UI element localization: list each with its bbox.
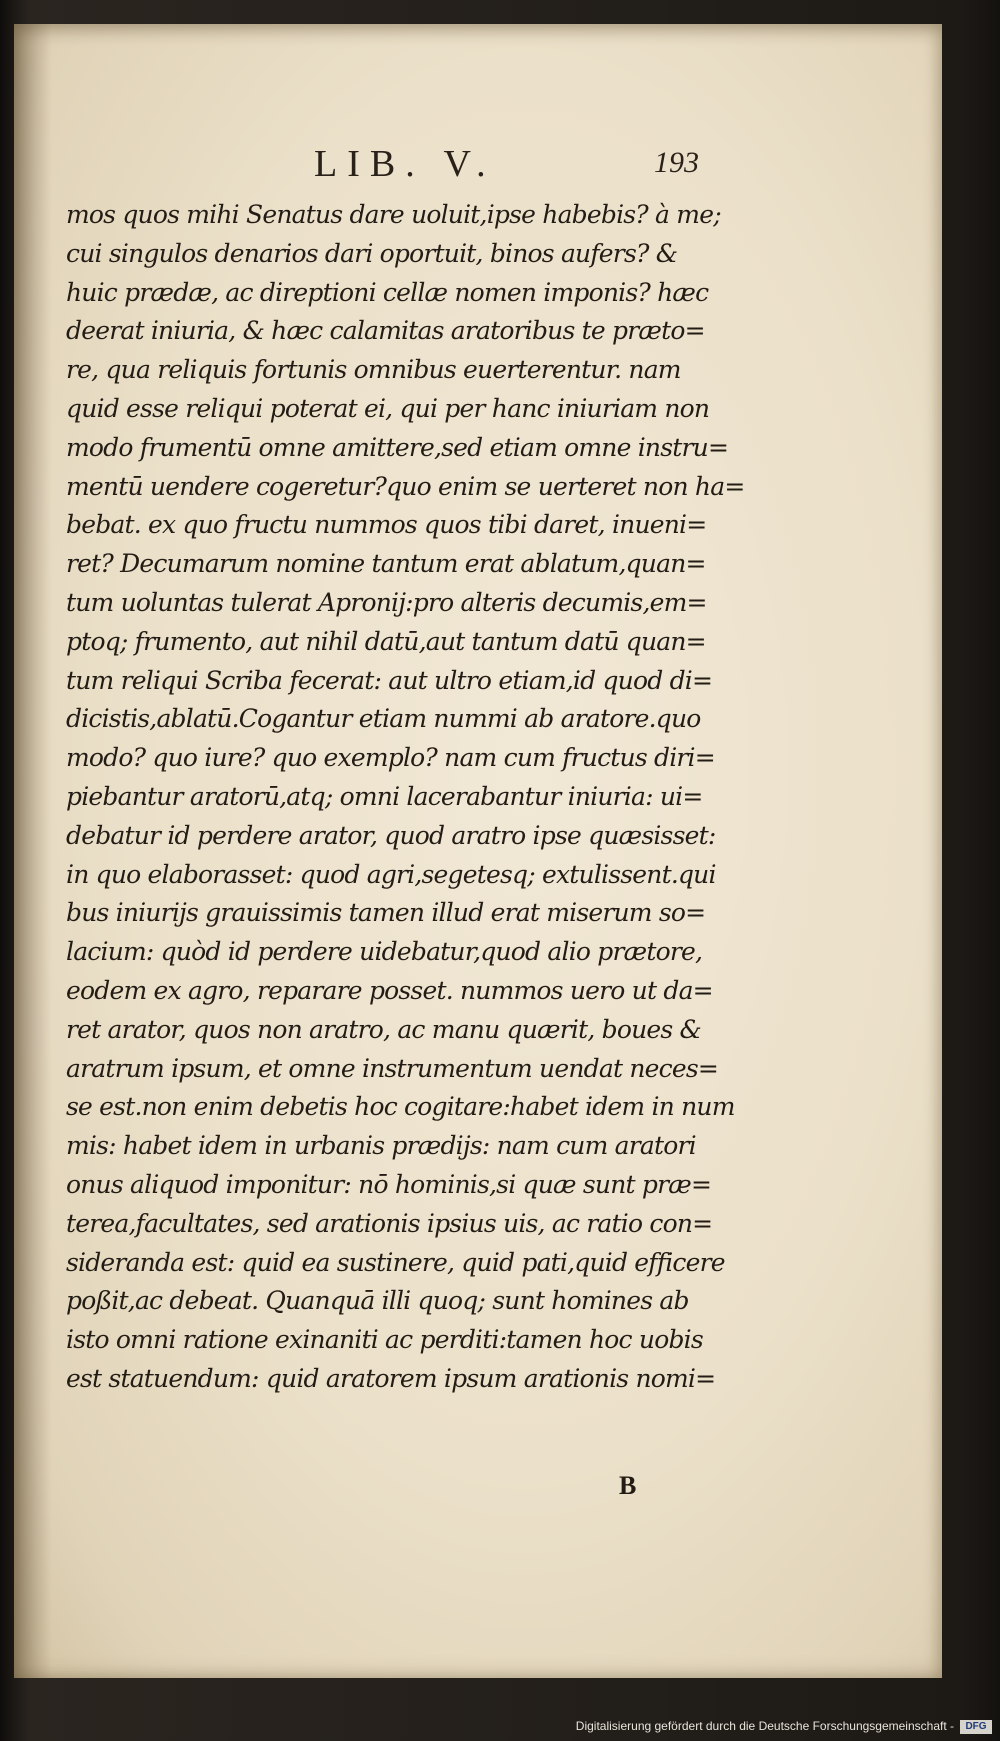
text-line: tum reliqui Scriba fecerat: aut ultro etiam,id quod di= (66, 665, 713, 695)
text-line: eodem ex agro, reparare posset. nummos uero ut da= (66, 975, 713, 1005)
text-line: mos quos mihi Senatus dare uoluit,ipse habebis? à me; (66, 200, 721, 229)
text-line: ptoq; frumento, aut nihil datū,aut tantum datū quan= (66, 626, 706, 656)
text-line: sideranda est: quid ea sustinere, quid pati,quid efficere (66, 1247, 725, 1277)
text-line: bebat. ex quo fructu nummos quos tibi daret, inueni= (66, 510, 707, 540)
text-line: lacium: quòd id perdere uidebatur,quod alio prætore, (66, 937, 703, 967)
text-line: piebantur aratorū,atq; omni lacerabantur iniuria: ui= (66, 781, 703, 811)
text-line: ret arator, quos non aratro, ac manu quærit, boues & (66, 1014, 702, 1044)
text-line: onus aliquod imponitur: nō hominis,si quæ sunt præ= (66, 1169, 712, 1199)
gutter-shadow (14, 24, 52, 1678)
text-line: debatur id perdere arator, quod aratro ipse quæsisset: (66, 820, 716, 850)
funding-credit: Digitalisierung gefördert durch die Deutsche Forschungsgemeinschaft - (575, 1719, 954, 1733)
text-line: terea,facultates, sed arationis ipsius uis, ac ratio con= (66, 1208, 713, 1238)
text-line: ret? Decumarum nomine tantum erat ablatum,quan= (66, 549, 706, 579)
text-line: est statuendum: quid aratorem ipsum arationis nomi= (66, 1363, 716, 1393)
text-line: re, qua reliquis fortunis omnibus euerterentur. nam (66, 355, 681, 385)
text-line: deerat iniuria, & hæc calamitas aratoribus te præto= (66, 316, 705, 346)
text-line: quid esse reliqui poterat ei, qui per hanc iniuriam non (66, 393, 710, 423)
text-line: huic prædæ, ac direptioni cellæ nomen imponis? hæc (66, 277, 709, 307)
page-number: 193 (654, 146, 699, 179)
page-header (14, 142, 942, 192)
text-line: mis: habet idem in urbanis prædijs: nam cum aratori (66, 1131, 696, 1161)
body-text (66, 196, 745, 1399)
text-line: dicistis,ablatū.Cogantur etiam nummi ab aratore.quo (66, 704, 701, 734)
text-line: mentū uendere cogeretur?quo enim se uerteret non ha= (66, 471, 745, 501)
text-line: aratrum ipsum, et omne instrumentum uendat neces= (66, 1053, 719, 1083)
digitization-footer (0, 1711, 1000, 1741)
book-page (14, 24, 942, 1678)
text-line: se est.non enim debetis hoc cogitare:habet idem in num (66, 1092, 735, 1122)
text-line: modo? quo iure? quo exemplo? nam cum fructus diri= (66, 743, 715, 773)
signature-mark: B (619, 1471, 637, 1500)
text-line: poßit,ac debeat. Quanquā illi quoq; sunt homines ab (66, 1286, 689, 1316)
running-head: LIB. V. (314, 143, 496, 185)
text-line: tum uoluntas tulerat Apronij:pro alteris decumis,em= (66, 587, 707, 617)
text-line: isto omni ratione exinaniti ac perditi:tamen hoc uobis (66, 1325, 703, 1355)
text-line: modo frumentū omne amittere,sed etiam omne instru= (66, 432, 729, 462)
dfg-logo-icon: DFG (960, 1720, 992, 1734)
text-line: bus iniurijs grauissimis tamen illud erat miserum so= (66, 898, 706, 928)
text-line: in quo elaborasset: quod agri,segetesq; extulissent.qui (66, 859, 716, 889)
text-line: cui singulos denarios dari oportuit, binos aufers? & (66, 238, 678, 268)
